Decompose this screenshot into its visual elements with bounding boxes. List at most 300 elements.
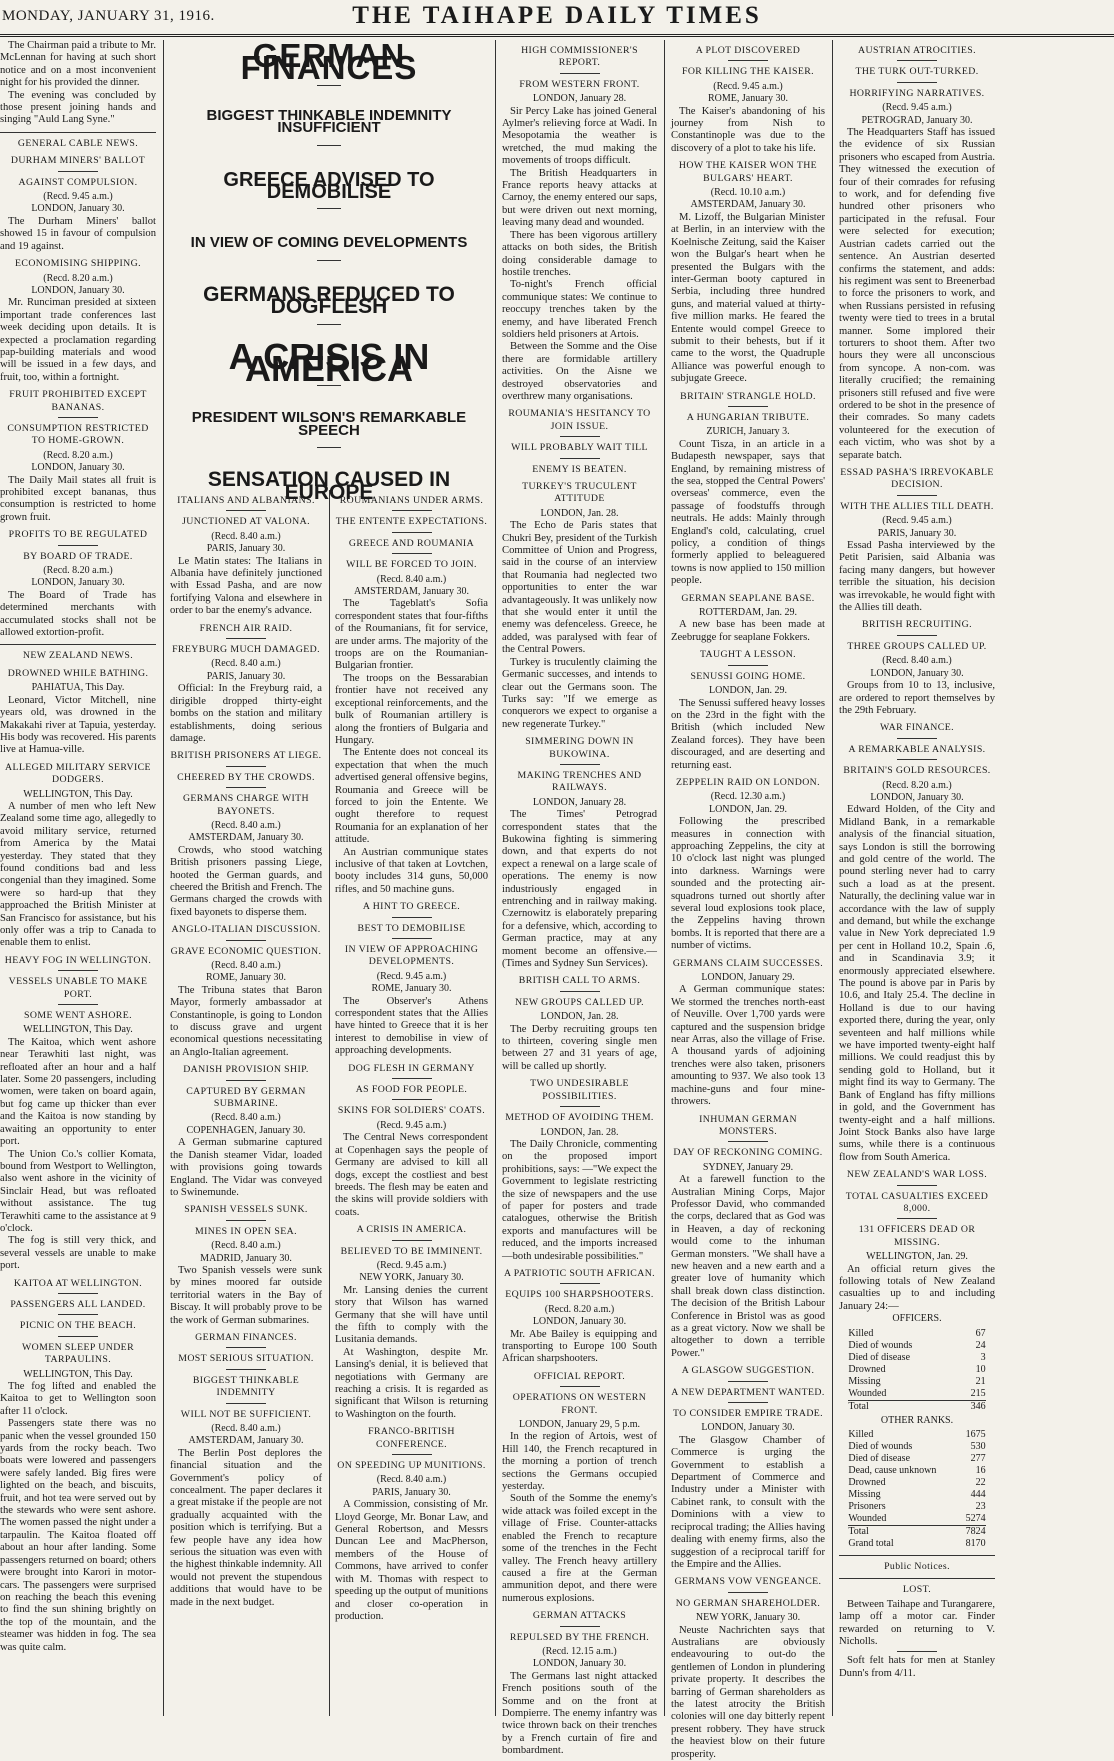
article-paragraph: The Kaitoa, which went ashore near Terawhiti last night, was refloated after an hour and a half later. Some 20 passengers, including women, were taken on board again, but fog came up thicker than ever and the Kaitoa is now standing by awaiting an opportunity to enter port. <box>0 1036 156 1148</box>
article-headline: FRANCO-BRITISH CONFERENCE. <box>368 1426 455 1450</box>
article-paragraph: Crowds, who stood watching British prisoners passing Liege, hooted the German guards, and cheered the British and French. The Germans charged the crowds with fixed bayonets to disperse them. <box>170 844 322 918</box>
dateline: (Recd. 8.40 a.m.) <box>211 658 281 670</box>
article-headline: ALLEGED MILITARY SERVICE DODGERS. <box>5 761 151 786</box>
casualty-label: Died of wounds <box>848 1441 913 1452</box>
dateline: (Recd. 8.40 a.m.) <box>211 819 281 831</box>
dateline: ZURICH, January 3. <box>706 426 790 438</box>
dateline: LONDON, Jan. 29. <box>708 803 788 815</box>
short-rule <box>897 82 937 83</box>
casualty-table <box>848 1429 985 1550</box>
article-paragraph: The Senussi suffered heavy losses on the 23rd in the fight with the British (which included New Zealand forces). They have been discouraged, and are deserting and returning east. <box>671 697 825 771</box>
table-row <box>848 1364 985 1376</box>
article-headline: KAITOA AT WELLINGTON. <box>13 1277 143 1289</box>
short-rule <box>226 1403 266 1404</box>
article-paragraph: The Durham Miners' ballot showed 15 in favour of compulsion and 19 against. <box>0 215 156 252</box>
article-headline: TO CONSIDER EMPIRE TRADE. <box>672 1408 824 1420</box>
article-paragraph: Following the prescribed measures in connection with approaching Zeppelins, the city at 10 o'clock last night was plunged into darkness. Warnings were sounded and the protecting air-squadrons turned out shortly after several loud explosions took place, the Zeppelins having thrown bombs. It is reported that there are a number of victims. <box>671 816 825 952</box>
short-rule <box>897 1185 937 1186</box>
article-headline: AS FOOD FOR PEOPLE. <box>355 1084 468 1096</box>
table-row <box>848 1441 985 1453</box>
article-headline: A NEW DEPARTMENT WANTED. <box>671 1386 825 1398</box>
short-rule <box>58 545 98 546</box>
dateline: (Recd. 9.45 a.m.) <box>376 1119 447 1131</box>
casualty-label: Wounded <box>848 1513 887 1524</box>
article-paragraph: Soft felt hats for men at Stanley Dunn's from 4/11. <box>839 1655 995 1679</box>
article-headline: DROWNED WHILE BATHING. <box>7 667 149 679</box>
dateline: LONDON, January 29. <box>701 972 795 984</box>
article-headline: FROM WESTERN FRONT. <box>519 78 640 90</box>
dateline: PARIS, January 30. <box>206 543 286 555</box>
article-headline: GREECE AND ROUMANIA <box>348 537 475 549</box>
article-headline: DURHAM MINERS' BALLOT <box>10 155 146 167</box>
dateline: (Recd. 12.30 a.m.) <box>710 791 786 803</box>
table-row <box>848 1328 985 1340</box>
article-headline: SOME WENT ASHORE. <box>24 1010 132 1022</box>
table-row <box>848 1340 985 1352</box>
article-paragraph: The Echo de Paris states that Chukri Bey, president of the Turkish Committee of Union and Progress, said in the course of an interview that Roumania had neglected two opportunities to enter the war advantageously. It was unlikely now that she would enter it until the enemy was defenceless. Greece, he added, was paralysed with fear of the Central Powers. <box>502 520 657 656</box>
issue-date: MONDAY, JANUARY 31, 1916. <box>2 8 215 24</box>
table-row <box>848 1465 985 1477</box>
article-headline: A GLASGOW SUGGESTION. <box>681 1365 815 1377</box>
article-paragraph: The fog is still very thick, and several vessels are unable to make port. <box>0 1235 156 1272</box>
article-headline: INHUMAN GERMAN MONSTERS. <box>699 1113 797 1137</box>
dateline: LONDON, January 30. <box>870 791 964 803</box>
article-headline: ON SPEEDING UP MUNITIONS. <box>337 1460 486 1472</box>
dateline: (Recd. 9.45 a.m.) <box>882 102 952 114</box>
banner-line: GERMAN FINANCES <box>240 37 418 87</box>
short-rule <box>58 1336 98 1337</box>
dateline: ROTTERDAM, Jan. 29. <box>698 607 798 619</box>
article-headline: OPERATIONS ON WESTERN FRONT. <box>512 1392 647 1416</box>
short-rule <box>392 1078 432 1079</box>
article-paragraph: Count Tisza, in an article in a Budapesth newspaper, says that England, by remaining mistress of the sea, stopped the Central Powers' overseas' commerce, even the passage of foodstuffs through neutrals. He adds: Mainly through England's cold, calculating, cruel policy, a condition of things formerly applied to beleaguered towns is now applied to 150 million people. <box>671 438 825 587</box>
article-headline: EQUIPS 100 SHARPSHOOTERS. <box>505 1289 654 1301</box>
article-paragraph: A German communique states: We stormed the trenches north-east of Neuville. Over 1,700 yards were captured and the suspension bridge near Arras, also the village of Frise. A thousand yards of adjoining trenches were also taken, prisoners amounting to 937. We also took 13 machine-guns and four mine-throwers. <box>671 984 825 1108</box>
article-headline: THE ENTENTE EXPECTATIONS. <box>335 516 488 528</box>
article-paragraph: At Washington, despite Mr. Lansing's denial, it is believed that negotiations with Germany are reaching a crisis. It is regarded as significant that Wilson is returning to Washington on the fourth. <box>335 1346 488 1420</box>
article-headline: WILL BE FORCED TO JOIN. <box>346 559 477 571</box>
article-headline: THREE GROUPS CALLED UP. <box>847 640 987 652</box>
article-paragraph: The British Headquarters in France reports heavy attacks at Carnoy, the enemy entered our saps, but were driven out next morning, leaving many dead and wounded. <box>502 167 657 229</box>
short-rule <box>897 635 937 636</box>
casualty-value: 22 <box>975 1477 986 1488</box>
article-headline: DANISH PROVISION SHIP. <box>183 1064 309 1076</box>
article-paragraph: An official return gives the following totals of New Zealand casualties up to and including January 24:— <box>839 1263 995 1312</box>
table-row <box>848 1376 985 1388</box>
casualty-value: 10 <box>975 1363 986 1375</box>
article-headline: NEW ZEALAND NEWS. <box>22 650 134 662</box>
article-headline: DAY OF RECKONING COMING. <box>673 1147 823 1159</box>
article-paragraph: Neuste Nachrichten says that Australians are obviously endeavouring to out-do the gentlemen of London in plundering private property. It describes the barring of German shareholders as the latest atrocity the British colonies will one day bitterly repent present robbery. They have struck the heaviest blow on their future prosperity. <box>671 1624 825 1760</box>
casualty-label: Died of disease <box>848 1453 911 1464</box>
casualty-label: Drowned <box>848 1477 886 1488</box>
article-paragraph: Official: In the Freyburg raid, a dirigible dropped thirty-eight bombs on the station and military establishments, doing serious damage. <box>170 683 322 744</box>
short-rule <box>728 1381 768 1382</box>
article-headline: JUNCTIONED AT VALONA. <box>182 516 310 528</box>
article-headline: REPULSED BY THE FRENCH. <box>509 1631 650 1643</box>
short-rule <box>560 1386 600 1387</box>
dateline: (Recd. 8.20 a.m.) <box>43 449 113 461</box>
dateline: WELLINGTON, This Day. <box>23 788 133 800</box>
column-1 <box>0 40 156 1716</box>
article-paragraph: The evening was concluded by those present joining hands and singing "Auld Lang Syne." <box>0 89 156 126</box>
dateline: LONDON, January 28. <box>532 796 627 808</box>
dateline: PARIS, January 30. <box>206 670 286 682</box>
banner-line: PRESIDENT WILSON'S REMARKABLE SPEECH <box>191 409 467 439</box>
dateline: (Recd. 9.45 a.m.) <box>713 80 783 92</box>
short-rule <box>392 532 432 533</box>
casualty-value: 24 <box>975 1339 986 1351</box>
short-rule <box>392 553 432 554</box>
casualty-label: Prisoners <box>848 1501 886 1512</box>
dateline: LONDON, January 30. <box>31 462 125 474</box>
dateline: (Recd. 8.40 a.m.) <box>376 573 447 585</box>
article-paragraph: Mr. Runciman presided at sixteen important trade conferences last week deciding upon details. It is expected a proclamation regarding pap-building materials and wood will be issued in a few days, and fruit, too, within a fortnight. <box>0 297 156 383</box>
short-rule <box>392 510 432 511</box>
dateline: NEW YORK, January 30. <box>359 1272 464 1284</box>
article-headline: AGAINST COMPULSION. <box>18 176 138 188</box>
article-paragraph: The Observer's Athens correspondent states that the Allies have hinted to Greece that it is her interest to demobilise in view of approaching developments. <box>335 995 488 1057</box>
article-headline: A REMARKABLE ANALYSIS. <box>848 743 986 755</box>
article-headline: FREYBURG MUCH DAMAGED. <box>172 644 320 656</box>
casualty-label: Missing <box>848 1489 881 1500</box>
short-rule <box>58 171 98 172</box>
total-value: 8170 <box>965 1538 986 1549</box>
article-headline: MOST SERIOUS SITUATION. <box>178 1353 314 1365</box>
article-headline: GERMANS CLAIM SUCCESSES. <box>672 957 824 969</box>
dateline: (Recd. 8.20 a.m.) <box>43 565 113 577</box>
column-rule <box>163 40 164 1716</box>
article-paragraph: Turkey is truculently claiming the Germanic successes, and intends to clear out the Germans soon. The Turks say: "If we emerge as conquerors we expect to organise a new regenerate Turkey." <box>502 656 657 730</box>
dateline: AMSTERDAM, January 30. <box>188 832 304 844</box>
casualty-value: 3 <box>980 1351 986 1363</box>
short-rule <box>560 764 600 765</box>
banner-line: IN VIEW OF COMING DEVELOPMENTS <box>190 234 468 252</box>
dateline: PARIS, January 30. <box>372 1486 451 1498</box>
column-rule <box>329 490 330 1716</box>
dateline: (Recd. 9.45 a.m.) <box>376 970 447 982</box>
dateline: LONDON, January 30. <box>870 667 964 679</box>
article-paragraph: Le Matin states: The Italians in Albania have definitely junctioned with Essad Pasha, and are now fortifying Valona and elsewhere in order to bar the enemy's advance. <box>170 555 322 617</box>
article-headline: HIGH COMMISSIONER'S REPORT. <box>521 45 638 69</box>
dateline: (Recd. 8.20 a.m.) <box>544 1303 615 1315</box>
column-3 <box>502 40 657 1757</box>
casualty-label: Killed <box>848 1327 874 1339</box>
short-rule <box>897 60 937 61</box>
article-headline: WILL PROBABLY WAIT TILL <box>511 442 648 454</box>
dateline: LONDON, January 30. <box>701 1422 795 1434</box>
article-paragraph: The Chairman paid a tribute to Mr. McLennan for having at such short notice and on a most inconvenient night for his provided the dinner. <box>0 40 156 89</box>
dateline: LONDON, January 30. <box>532 1316 627 1328</box>
dateline: NEW YORK, January 30. <box>695 1612 801 1624</box>
article-headline: WITH THE ALLIES TILL DEATH. <box>840 500 994 512</box>
dateline: ROME, January 30. <box>371 983 452 995</box>
article-headline: BIGGEST THINKABLE INDEMNITY <box>192 1374 300 1399</box>
article-headline: FRUIT PROHIBITED EXCEPT BANANAS. <box>9 389 147 413</box>
total-value: 7824 <box>960 1526 985 1539</box>
dateline: (Recd. 8.40 a.m.) <box>211 960 281 971</box>
article-headline: ROUMANIANS UNDER ARMS. <box>339 495 484 506</box>
article-paragraph: Mr. Abe Bailey is equipping and transporting to Europe 100 South African sharpshooters. <box>502 1328 657 1365</box>
article-headline: GERMAN FINANCES. <box>195 1331 297 1343</box>
article-headline: SKINS FOR SOLDIERS' COATS. <box>337 1105 486 1117</box>
article-paragraph: Between Taihape and Turangarere, lamp off a motor car. Finder rewarded on returning to V. Nicholls. <box>839 1598 995 1648</box>
casualty-label: Killed <box>848 1429 874 1440</box>
banner-line: GREECE ADVISED TO DEMOBILISE <box>223 168 435 204</box>
total-row <box>848 1526 985 1539</box>
article-headline: GRAVE ECONOMIC QUESTION. <box>170 945 322 957</box>
short-rule <box>560 1283 600 1284</box>
short-rule <box>58 970 98 971</box>
short-rule <box>226 1369 266 1370</box>
article-headline: ZEPPELIN RAID ON LONDON. <box>675 776 821 788</box>
article-paragraph: At a farewell function to the Australian Mining Corps, Major Professor David, who commanded the corps, declared that as God was in Heaven, a day of reckoning would come to the inhuman German monsters. "We shall have a new heaven and a new earth and a greater love of humanity which shall break down class distinction. The decision of the British Labour Conference in Bristol was as good as a great victory. Now we shall be altogether to down a terrible Power." <box>671 1174 825 1359</box>
article-paragraph: The Entente does not conceal its expectation that when the much advertised general offensive begins, Roumania and Greece will be forced to join the Entente. We ought therefore to request Roumania for an explanation of her attitude. <box>335 747 488 846</box>
short-rule <box>560 991 600 992</box>
column-2a <box>170 490 322 1716</box>
article-paragraph: The Board of Trade has determined merchants with accumulated stocks shall not be allowed extortion-profit. <box>0 589 156 639</box>
article-headline: HEAVY FOG IN WELLINGTON. <box>4 954 152 966</box>
dateline: (Recd. 8.40 a.m.) <box>211 530 281 542</box>
short-rule <box>226 510 266 511</box>
masthead <box>0 0 1114 37</box>
short-rule <box>560 458 600 459</box>
short-rule <box>560 1626 600 1627</box>
short-rule <box>392 938 432 939</box>
dateline: AMSTERDAM, January 30. <box>188 1435 304 1447</box>
dateline: COPENHAGEN, January 30. <box>186 1124 306 1136</box>
short-rule <box>728 665 768 666</box>
section-rule <box>0 644 156 645</box>
dateline: (Recd. 9.45 a.m.) <box>43 191 113 203</box>
article-headline: A PLOT DISCOVERED <box>695 45 801 56</box>
article-headline: BY BOARD OF TRADE. <box>23 550 133 562</box>
article-paragraph: The Headquarters Staff has issued the evidence of six Russian prisoners who escaped from Austria. They witnessed the execution of four of their comrades for refusing to work, and for defending five hundred other prisoners who participated in the refusal. Four were selected for execution; Austrian cadets carried out the sentence. An Austrian deserted confirms the statement, and adds: his regiment was sent to Breenerbad to force the prisoners to work, and when Russians persisted in refusing twenty were tied to trees in a brutal manner. Some implored their torturers to shoot them. After two hours they were all unconscious from syncope. A non-com. was literally crucified; the remaining prisoners still refused and five were ordered to be shot in the presence of their comrades. So many cadets volunteered for the execution of each victim, who was shot by a separate batch. <box>839 127 995 461</box>
dateline: MADRID, January 30. <box>200 1252 292 1264</box>
article-paragraph: Essad Pasha interviewed by the Petit Parisien, said Albania was facing many dangers, but however terrible the situation, his decision was irrevokable, he would fight with the Allies till death. <box>839 540 995 614</box>
short-rule <box>897 738 937 739</box>
article-headline: 131 OFFICERS DEAD OR MISSING. <box>858 1224 976 1248</box>
total-label: Grand total <box>848 1538 894 1549</box>
dateline: PAHIATUA, This Day. <box>31 682 125 694</box>
article-headline: MINES IN OPEN SEA. <box>195 1225 297 1237</box>
column-rule <box>495 40 496 1716</box>
article-headline: NEW ZEALAND'S WAR LOSS. <box>846 1169 988 1181</box>
article-paragraph: Leonard, Victor Mitchell, nine years old, was drowned in the Makakahi river at Tapuia, yesterday. His body was recovered. His parents live at Hamua-ville. <box>0 694 156 756</box>
dateline: LONDON, January 29, 5 p.m. <box>518 1419 641 1431</box>
total-row <box>848 1538 985 1550</box>
dateline: (Recd. 8.40 a.m.) <box>211 1112 281 1124</box>
article-headline: BRITAIN' STRANGLE HOLD. <box>680 390 816 402</box>
article-headline: Public Notices. <box>884 1561 950 1572</box>
article-headline: GERMAN ATTACKS <box>532 1610 627 1622</box>
dateline: AMSTERDAM, January 30. <box>354 586 469 598</box>
short-rule <box>560 1106 600 1107</box>
article-paragraph: The Tageblatt's Sofia correspondent states that four-fifths of the Roumanians, fit for service, are under arms. The majority of the troops are on the Roumanian-Bulgarian frontier. <box>335 598 488 672</box>
dateline: WELLINGTON, Jan. 29. <box>866 1251 968 1263</box>
dateline: LONDON, Jan. 29. <box>708 685 788 697</box>
dateline: LONDON, Jan. 28. <box>540 1011 619 1023</box>
article-headline: GERMANS CHARGE WITH BAYONETS. <box>182 793 310 817</box>
casualty-value: 277 <box>970 1453 986 1464</box>
article-headline: BRITISH RECRUITING. <box>862 619 972 631</box>
article-headline: VESSELS UNABLE TO MAKE PORT. <box>8 976 148 1000</box>
short-rule <box>560 73 600 74</box>
total-label: Total <box>848 1526 960 1539</box>
short-rule <box>728 1592 768 1593</box>
short-rule <box>728 406 768 407</box>
casualty-label: Dead, cause unknown <box>848 1465 937 1476</box>
short-rule <box>58 1293 98 1294</box>
article-paragraph: The fog lifted and enabled the Kaitoa to get to Wellington soon after 11 o'clock. <box>0 1381 156 1417</box>
banner-line: BIGGEST THINKABLE INDEMNITY INSUFFICIENT <box>206 106 452 137</box>
article-paragraph: Groups from 10 to 13, inclusive, are ordered to report themselves by the 29th February. <box>839 680 995 716</box>
dateline: ROME, January 30. <box>206 972 286 984</box>
article-headline: WAR FINANCE. <box>880 722 954 734</box>
casualty-label: Died of wounds <box>848 1339 913 1351</box>
article-headline: WOMEN SLEEP UNDER TARPAULINS. <box>21 1341 135 1366</box>
article-paragraph: The Kaiser's abandoning of his journey from Nish to Constantinople was due to the discovery of a plot to take his life. <box>671 105 825 154</box>
table-row <box>848 1453 985 1465</box>
article-headline: A CRISIS IN AMERICA. <box>356 1224 467 1236</box>
dateline: AMSTERDAM, January 30. <box>690 199 806 211</box>
short-rule <box>728 1141 768 1142</box>
casualty-value: 67 <box>975 1327 986 1339</box>
article-paragraph: Mr. Lansing denies the current story that Wilson has warned Germany that she will have until the fifth to comply with the Lusitania demands. <box>335 1284 488 1346</box>
section-rule <box>839 1555 995 1556</box>
dateline: (Recd. 8.20 a.m.) <box>43 272 113 284</box>
short-rule <box>560 436 600 437</box>
article-headline: PICNIC ON THE BEACH. <box>19 1320 137 1332</box>
dateline: PETROGRAD, January 30. <box>861 114 973 126</box>
article-headline: SENUSSI GOING HOME. <box>690 670 806 682</box>
article-headline: GENERAL CABLE NEWS. <box>17 137 139 149</box>
column-rule <box>664 40 665 1716</box>
short-rule <box>392 1240 432 1241</box>
short-rule <box>392 917 432 918</box>
article-paragraph: The Times' Petrograd correspondent states that the Bukowina fighting is simmering down, and that experts do not expect a renewal on a large scale of operations. The enemy is now industriously engaged in entrenching and in railway making. Czernowitz is elaborately preparing for a defensive, which, according to German practice, may at any moment become an offensive.—(Times and Sydney Sun Services). <box>502 809 657 970</box>
article-headline: BELIEVED TO BE IMMINENT. <box>340 1245 483 1257</box>
article-headline: ITALIANS AND ALBANIANS. <box>177 495 315 506</box>
table-row <box>848 1501 985 1513</box>
short-rule <box>226 787 266 788</box>
article-paragraph: To-night's French official communique states: We continue to reoccupy trenches taken by the enemy, and have liberated French soldiers held prisoners at Artois. <box>502 279 657 340</box>
short-rule <box>392 1454 432 1455</box>
article-headline: TOTAL CASUALTIES EXCEED 8,000. <box>845 1190 989 1214</box>
dateline: (Recd. 8.20 a.m.) <box>882 779 952 791</box>
article-headline: DOG FLESH IN GERMANY <box>348 1062 475 1074</box>
article-headline: A HUNGARIAN TRIBUTE. <box>686 411 810 423</box>
article-headline: NEW GROUPS CALLED UP. <box>514 996 645 1008</box>
article-headline: ECONOMISING SHIPPING. <box>15 258 141 270</box>
column-2b <box>335 490 488 1716</box>
dateline: (Recd. 9.45 a.m.) <box>882 515 952 527</box>
short-rule <box>897 759 937 760</box>
dateline: WELLINGTON, This Day. <box>23 1024 133 1036</box>
article-headline: A PATRIOTIC SOUTH AFRICAN. <box>503 1267 656 1279</box>
article-paragraph: The Daily Mail states all fruit is prohibited except bananas, thus consumption is restricted to home grown fruit. <box>0 474 156 523</box>
dateline: (Recd. 8.40 a.m.) <box>211 1240 281 1252</box>
article-paragraph: The Central News correspondent at Copenhagen says the people of Germany are advised to kill all dogs, except the costliest and best breeds. The flesh may be eaten and the skins will provide soldiers with coats. <box>335 1132 488 1218</box>
article-headline: CONSUMPTION RESTRICTED TO HOME-GROWN. <box>7 422 149 447</box>
banner-line: GERMANS REDUCED TO DOGFLESH <box>203 282 455 319</box>
dateline: (Recd. 9.45 a.m.) <box>376 1259 447 1271</box>
article-headline: HORRIFYING NARRATIVES. <box>849 87 985 99</box>
short-rule <box>897 495 937 496</box>
column-4 <box>671 40 825 1760</box>
short-rule <box>728 60 768 61</box>
article-headline: A HINT TO GREECE. <box>362 901 461 913</box>
article-headline: NO GERMAN SHAREHOLDER. <box>675 1597 821 1609</box>
casualty-table <box>848 1328 985 1413</box>
article-headline: TURKEY'S TRUCULENT ATTITUDE <box>522 481 637 505</box>
article-paragraph: A German submarine captured the Danish steamer Vidar, loaded with provisions going towards England. The Vidar was conveyed to Swinemunde. <box>170 1137 322 1198</box>
short-rule <box>226 1220 266 1221</box>
short-rule <box>58 417 98 418</box>
section-rule <box>0 132 156 133</box>
banner-line: A CRISIS IN AMERICA <box>228 335 430 390</box>
article-headline: MAKING TRENCHES AND RAILWAYS. <box>517 769 642 794</box>
dateline: ROME, January 30. <box>708 93 788 105</box>
dateline: (Recd. 8.40 a.m.) <box>882 655 952 667</box>
column-5 <box>839 40 995 1716</box>
article-headline: ANGLO-ITALIAN DISCUSSION. <box>171 924 321 936</box>
short-rule <box>58 1004 98 1005</box>
casualty-label: Died of disease <box>848 1351 911 1363</box>
article-headline: SPANISH VESSELS SUNK. <box>184 1204 308 1216</box>
section-rule <box>839 1578 995 1579</box>
article-paragraph: A new base has been made at Zeebrugge for seaplane Fokkers. <box>671 619 825 643</box>
casualty-value: 21 <box>975 1375 986 1387</box>
article-headline: AUSTRIAN ATROCITIES. <box>858 45 976 56</box>
article-headline: LOST. <box>902 1584 932 1596</box>
dateline: SYDNEY, January 29. <box>702 1161 794 1173</box>
total-value: 346 <box>960 1400 986 1413</box>
table-row <box>848 1489 985 1501</box>
short-rule <box>226 1347 266 1348</box>
casualty-value: 215 <box>970 1387 986 1399</box>
article-paragraph: The Union Co.'s collier Komata, bound from Westport to Wellington, also went ashore in the vicinity of Sinclair Head, but was refloated without assistance. The tug Terawhiti came to the assistance at 9 o'clock. <box>0 1148 156 1234</box>
article-headline: FOR KILLING THE KAISER. <box>681 66 815 78</box>
banner-line: SENSATION CAUSED IN EUROPE <box>207 468 451 504</box>
article-paragraph: The Berlin Post deplores the financial situation and the Government's policy of concealment. The paper declares it a great mistake if the people are not gradually acquainted with the position which is terrifying. But a few people have any idea how serious the situation was even with the highest thinkable indemnity. All would not prevent the stupendous additions that would have to be made in the next budget. <box>170 1447 322 1608</box>
casualty-label: Drowned <box>848 1363 886 1375</box>
article-headline: THE TURK OUT-TURKED. <box>855 66 979 78</box>
article-paragraph: M. Lizoff, the Bulgarian Minister at Berlin, in an interview with the Koelnische Zeitung, said the Kaiser won the Bulgar's heart when he presented the Bulgars with the inter-German booty captured in Serbia, including three hundred guns, and material valued at thirty-five million marks. He feared the Entente would compel Greece to submit to their behests, but if it came to the worst, the Quadruple Alliance was powerful enough to subjugate Greece. <box>671 211 825 385</box>
article-paragraph: In the region of Artois, west of Hill 140, the French recaptured in the morning a portion of trench sections the Germans occupied yesterday. <box>502 1431 657 1493</box>
article-paragraph: The troops on the Bessarabian frontier have not received any exceptional reinforcements, and the bulk of Roumanian artillery is along the frontiers of Bulgaria and Hungary. <box>335 672 488 746</box>
article-headline: GERMAN SEAPLANE BASE. <box>681 592 815 604</box>
table-row <box>848 1388 985 1401</box>
article-paragraph: Two Spanish vessels were sunk by mines moored far outside territorial waters in the Bay of Biscay. It will probably prove to be the work of German submarines. <box>170 1264 322 1326</box>
article-headline: BEST TO DEMOBILISE <box>357 922 466 934</box>
article-headline: PASSENGERS ALL LANDED. <box>10 1298 146 1310</box>
casualty-label: Missing <box>848 1375 881 1387</box>
article-paragraph: There has been vigorous artillery attacks on both sides, the British doing considerable damage to hostile trenches. <box>502 229 657 278</box>
casualty-value: 23 <box>975 1501 986 1512</box>
casualty-value: 1675 <box>965 1429 986 1440</box>
dateline: (Recd. 10.10 a.m.) <box>710 187 786 199</box>
article-headline: FRENCH AIR RAID. <box>199 622 293 634</box>
casualty-value: 5274 <box>965 1513 986 1524</box>
table-row <box>848 1513 985 1526</box>
article-headline: WILL NOT BE SUFFICIENT. <box>180 1408 312 1420</box>
short-rule <box>226 1080 266 1081</box>
dateline: (Recd. 8.40 a.m.) <box>211 1423 281 1434</box>
article-headline: TAUGHT A LESSON. <box>699 649 797 661</box>
article-headline: GERMANS VOW VENGEANCE. <box>674 1576 822 1588</box>
article-headline: CAPTURED BY GERMAN SUBMARINE. <box>186 1085 306 1110</box>
